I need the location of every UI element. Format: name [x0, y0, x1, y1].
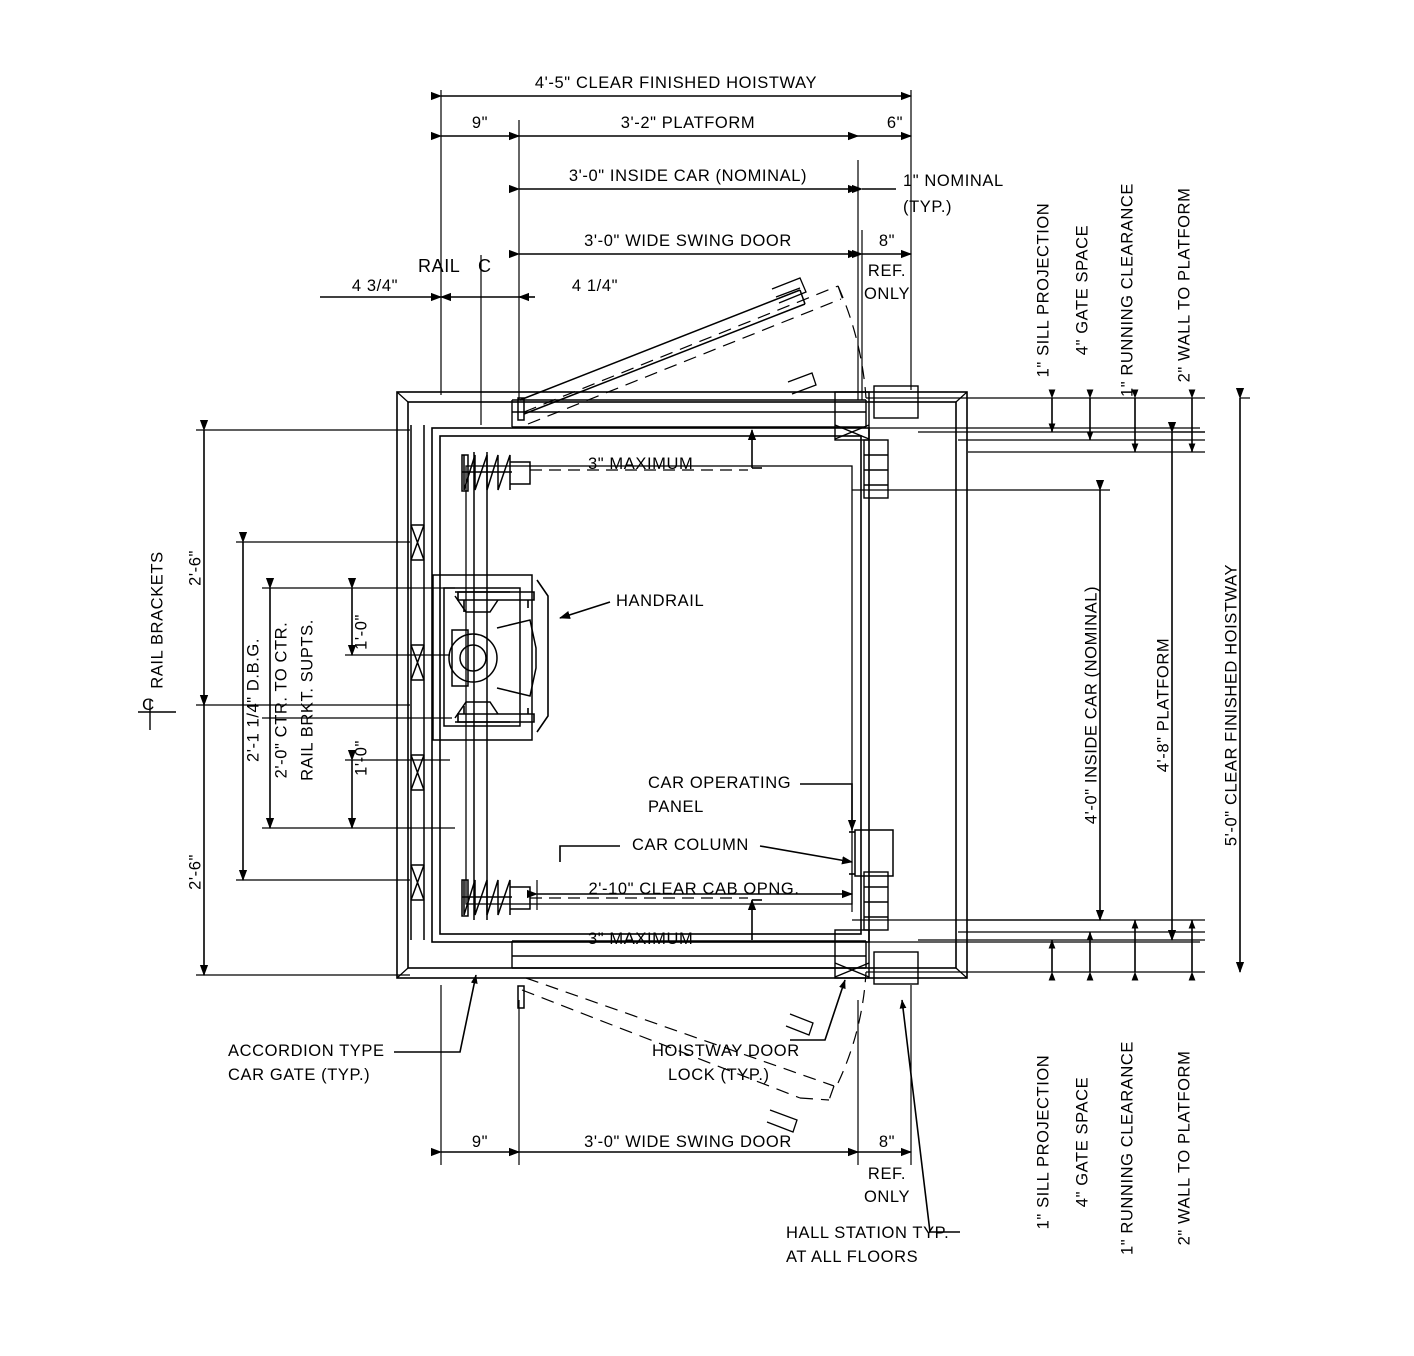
dim-gate-space-bottom: 4" GATE SPACE [1073, 1076, 1092, 1208]
dim-bracket-spacing-upper: 2'-6" [186, 550, 205, 586]
dim-ctr-to-ctr: 2'-0" CTR. TO CTR. [272, 621, 291, 779]
rail-centerline-symbol: C [478, 256, 492, 276]
label-accordion-gate-line1: ACCORDION TYPE [228, 1042, 385, 1060]
dim-sill-projection-bottom: 1" SILL PROJECTION [1034, 1054, 1053, 1230]
label-hall-station-line2: AT ALL FLOORS [786, 1248, 919, 1266]
label-hall-station-line1: HALL STATION TYP. [786, 1224, 950, 1242]
dim-platform-right: 4'-8" PLATFORM [1154, 637, 1173, 773]
label-rail-brkt-supts: RAIL BRKT. SUPTS. [298, 619, 317, 781]
label-handrail: HANDRAIL [616, 592, 705, 610]
dim-left-offset-top: 9" [471, 114, 489, 132]
dim-swing-door-bottom: 3'-0" WIDE SWING DOOR [584, 1133, 792, 1151]
note-nominal-typ-line1: 1" NOMINAL [903, 172, 1004, 190]
dim-rail-offset-left: 4 3/4" [351, 277, 399, 295]
dim-bracket-spacing-lower: 2'-6" [186, 854, 205, 890]
dim-inside-car-right: 4'-0" INSIDE CAR (NOMINAL) [1082, 585, 1101, 825]
dim-dbg: 2'-1 1/4" D.B.G. [244, 637, 263, 763]
label-rail-brackets: RAIL BRACKETS [148, 551, 167, 689]
dim-ref-only-top: 8" [878, 232, 896, 250]
dim-gate-space-top: 4" GATE SPACE [1073, 224, 1092, 356]
dim-swing-door-top: 3'-0" WIDE SWING DOOR [584, 232, 792, 250]
dim-clear-cab-opening: 2'-10" CLEAR CAB OPNG. [588, 880, 800, 898]
dim-platform-top: 3'-2" PLATFORM [620, 114, 756, 132]
dim-running-clearance-bottom: 1" RUNNING CLEARANCE [1118, 1040, 1137, 1256]
label-hoistway-door-lock-line1: HOISTWAY DOOR [652, 1042, 800, 1060]
note-ref-only-line1-bottom: REF. [867, 1165, 907, 1183]
dim-supt-spacing-lower: 1'-0" [352, 740, 371, 776]
dim-running-clearance-top: 1" RUNNING CLEARANCE [1118, 182, 1137, 398]
label-hoistway-door-lock-line2: LOCK (TYP.) [668, 1066, 770, 1084]
note-max-top: 3" MAXIMUM [588, 455, 694, 473]
dim-clear-finished-hoistway-top: 4'-5" CLEAR FINISHED HOISTWAY [534, 74, 818, 92]
note-ref-only-line2-bottom: ONLY [863, 1188, 911, 1206]
label-car-operating-panel-line1: CAR OPERATING [648, 774, 792, 792]
note-ref-only-line2-top: ONLY [863, 285, 911, 303]
dim-supt-spacing-upper: 1'-0" [352, 614, 371, 650]
dim-wall-to-platform-bottom: 2" WALL TO PLATFORM [1175, 1050, 1194, 1246]
dim-inside-car-top: 3'-0" INSIDE CAR (NOMINAL) [568, 167, 808, 185]
rail-brackets-centerline-symbol: C [142, 695, 155, 714]
dim-rail-offset-right: 4 1/4" [571, 277, 619, 295]
dim-ref-only-bottom: 8" [878, 1133, 896, 1151]
rail-centerline-label: RAIL [418, 256, 461, 276]
dim-sill-projection-top: 1" SILL PROJECTION [1034, 202, 1053, 378]
dim-left-offset-bottom: 9" [471, 1133, 489, 1151]
dim-right-offset-top: 6" [886, 114, 904, 132]
dim-clear-finished-hoistway-right: 5'-0" CLEAR FINISHED HOISTWAY [1222, 563, 1241, 847]
label-car-column: CAR COLUMN [632, 836, 749, 854]
note-ref-only-line1-top: REF. [867, 262, 907, 280]
label-accordion-gate-line2: CAR GATE (TYP.) [228, 1066, 371, 1084]
note-nominal-typ-line2: (TYP.) [903, 198, 953, 216]
dim-wall-to-platform-top: 2" WALL TO PLATFORM [1175, 187, 1194, 383]
note-max-bottom: 3" MAXIMUM [588, 930, 694, 948]
label-car-operating-panel-line2: PANEL [648, 798, 704, 816]
